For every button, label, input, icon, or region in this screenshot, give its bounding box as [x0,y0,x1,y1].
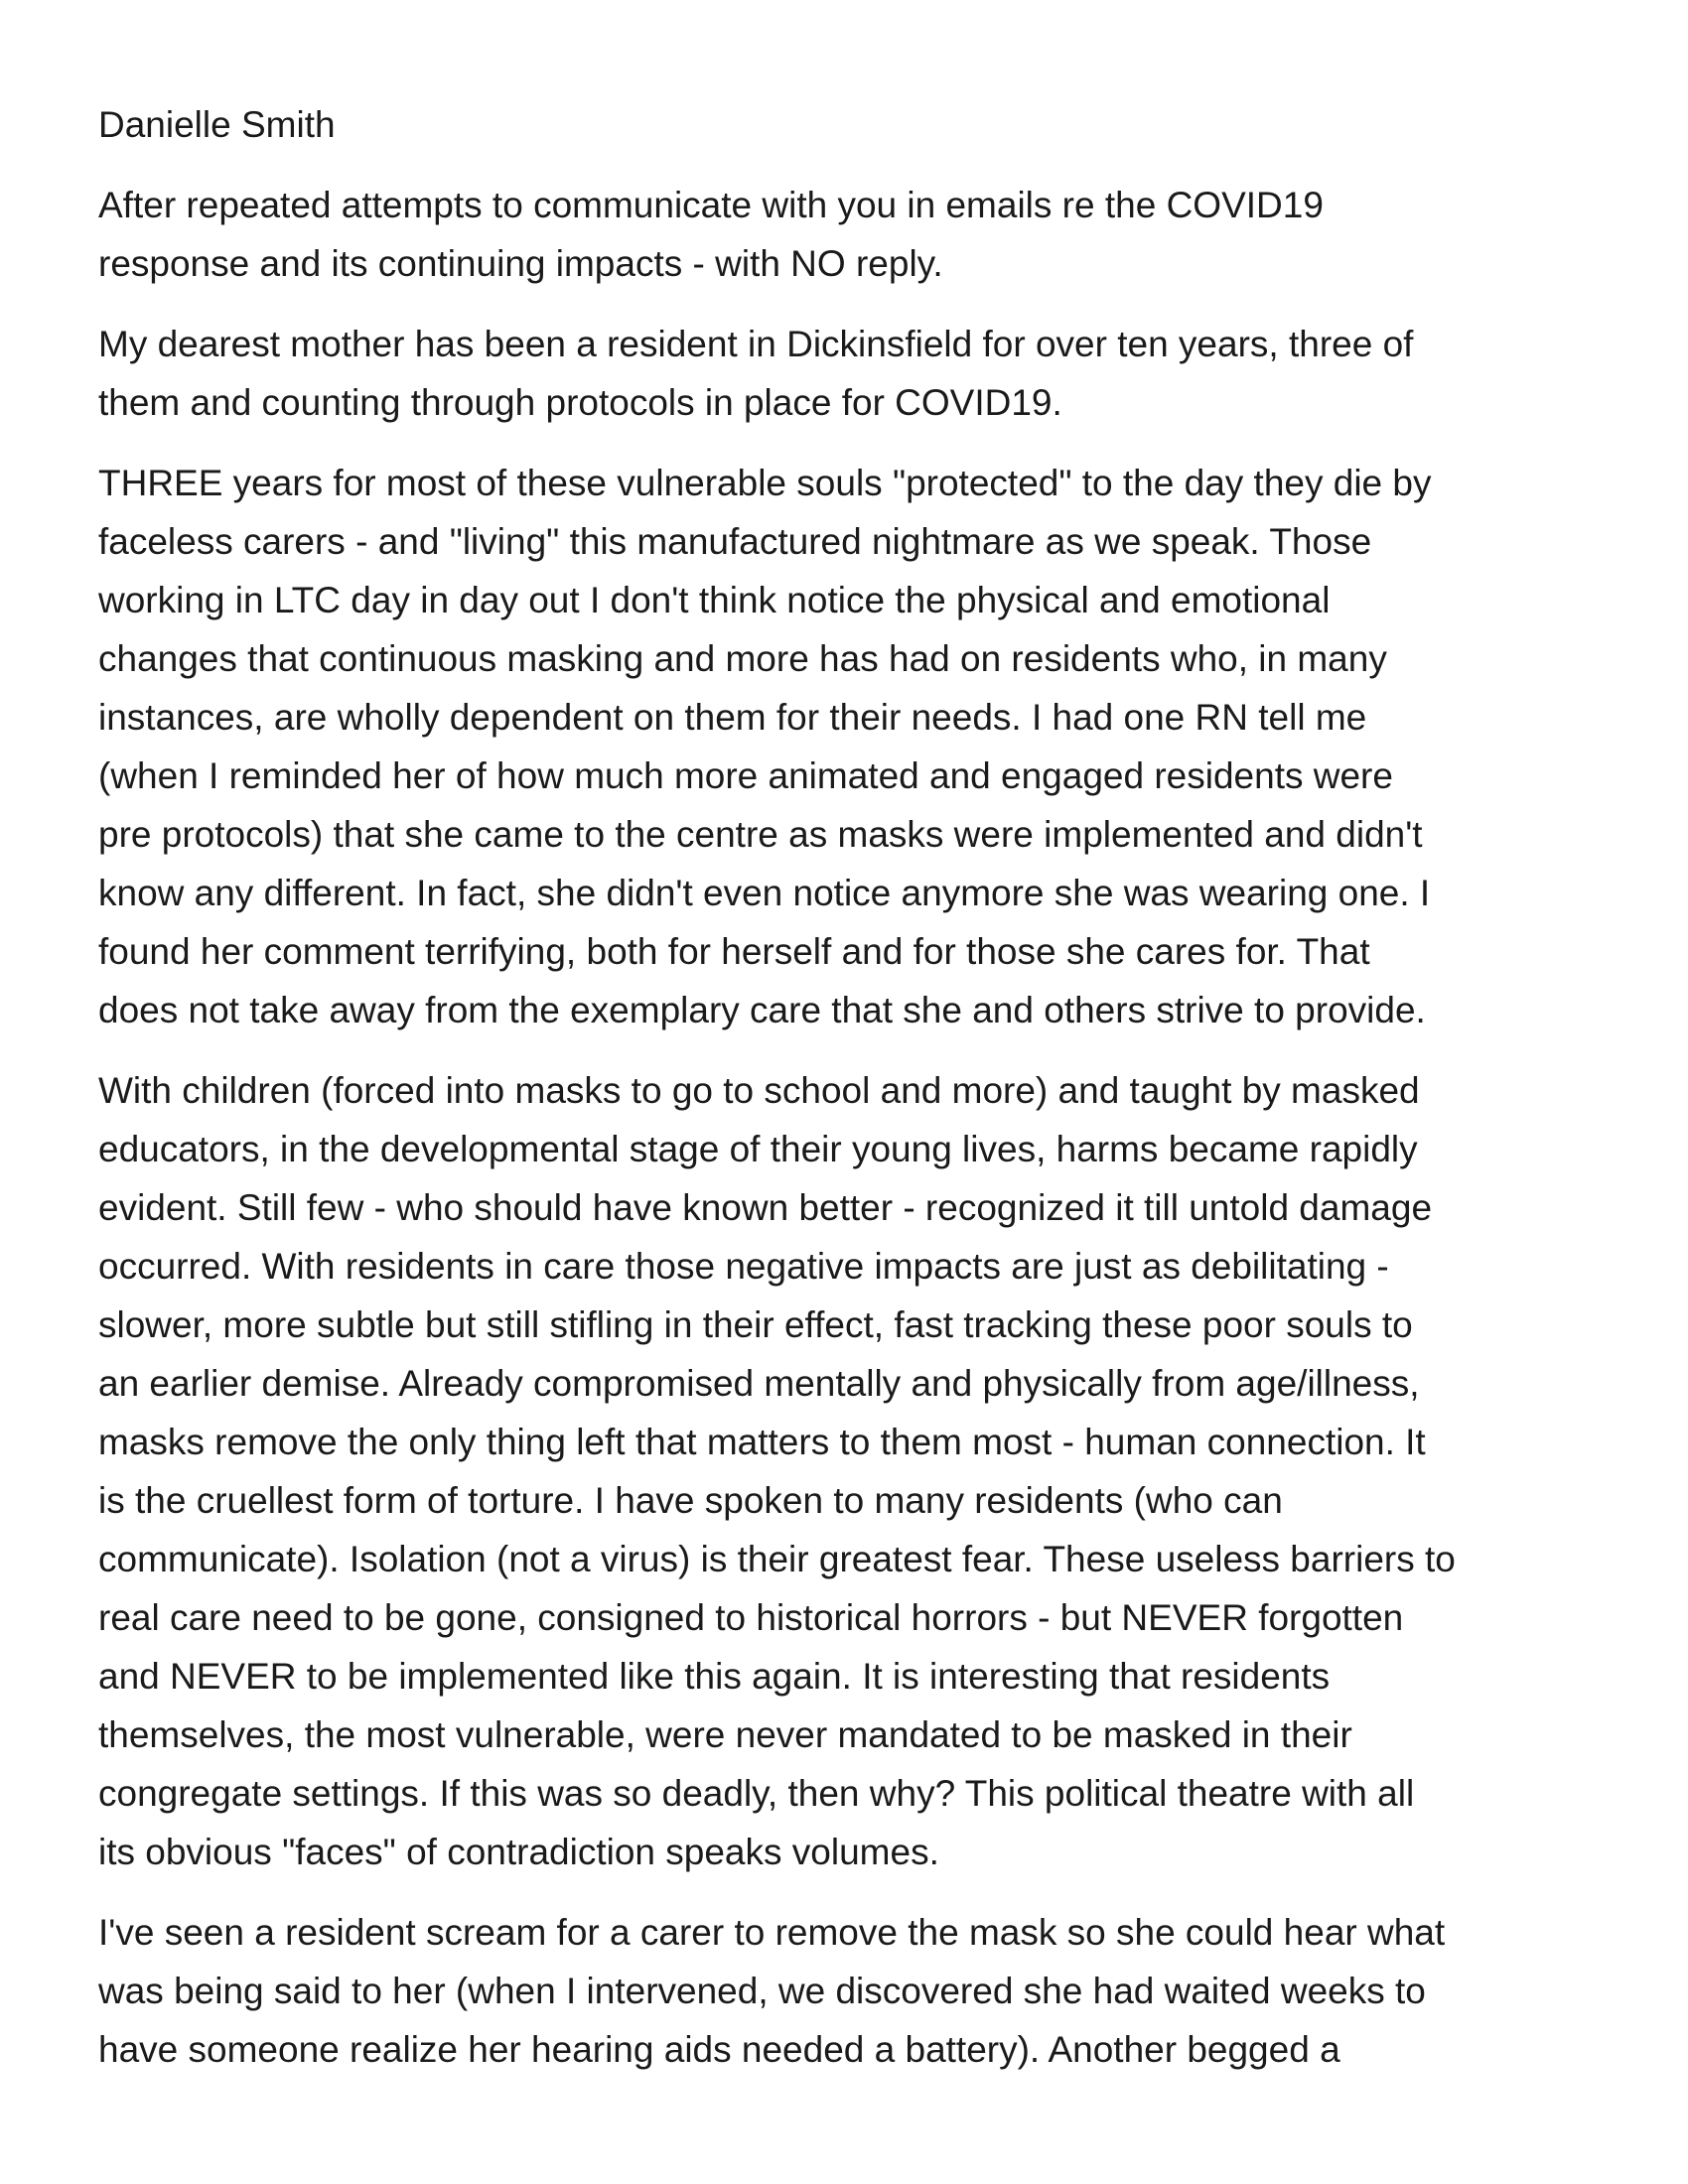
paragraph-line: My dearest mother has been a resident in Dickinsfield for over ten years, three of [98,324,1414,364]
paragraph-line: instances, are wholly dependent on them for their needs. I had one RN tell me [98,697,1367,738]
paragraph-line: slower, more subtle but still stifling in their effect, fast tracking these poor souls to [98,1304,1413,1345]
paragraph-line: and NEVER to be implemented like this again. It is interesting that residents [98,1656,1331,1697]
paragraph-line: masks remove the only thing left that matters to them most - human connection. It [98,1422,1426,1462]
paragraph-line: occurred. With residents in care those negative impacts are just as debilitating - [98,1246,1389,1287]
paragraph-line: I've seen a resident scream for a carer to remove the mask so she could hear what [98,1912,1446,1953]
recipient-line: Danielle Smith [98,104,336,145]
paragraph-line: pre protocols) that she came to the centre as masks were implemented and didn't [98,814,1423,855]
paragraph-line: evident. Still few - who should have known better - recognized it till untold damage [98,1187,1433,1228]
paragraph-line: is the cruellest form of torture. I have spoken to many residents (who can [98,1480,1283,1521]
paragraph-line: faceless carers - and "living" this manufactured nightmare as we speak. Those [98,521,1372,562]
paragraph-line: real care need to be gone, consigned to historical horrors - but NEVER forgotten [98,1597,1404,1638]
paragraph-line: With children (forced into masks to go to school and more) and taught by masked [98,1070,1420,1111]
recipient-name [98,95,1608,154]
paragraph-line: changes that continuous masking and more has had on residents who, in many [98,638,1387,679]
paragraph-line: found her comment terrifying, both for herself and for those she cares for. That [98,931,1370,972]
paragraph-3 [98,454,1608,1039]
paragraph-line: themselves, the most vulnerable, were never mandated to be masked in their [98,1714,1352,1755]
paragraph-line: does not take away from the exemplary care that she and others strive to provide. [98,990,1426,1030]
paragraph-5 [98,1903,1608,2079]
paragraph-1 [98,176,1608,293]
paragraph-4 [98,1061,1608,1881]
paragraph-line: (when I reminded her of how much more animated and engaged residents were [98,755,1393,796]
paragraph-line: know any different. In fact, she didn't even notice anymore she was wearing one. I [98,873,1431,913]
paragraph-line: After repeated attempts to communicate with you in emails re the COVID19 [98,185,1324,225]
paragraph-line: working in LTC day in day out I don't think notice the physical and emotional [98,580,1331,620]
paragraph-line: THREE years for most of these vulnerable souls "protected" to the day they die by [98,463,1432,503]
paragraph-line: its obvious "faces" of contradiction speaks volumes. [98,1832,939,1872]
paragraph-line: educators, in the developmental stage of their young lives, harms became rapidly [98,1129,1418,1169]
paragraph-line: have someone realize her hearing aids needed a battery). Another begged a [98,2029,1340,2070]
paragraph-line: was being said to her (when I intervened, we discovered she had waited weeks to [98,1971,1426,2011]
letter-page [98,95,1608,2101]
paragraph-line: them and counting through protocols in place for COVID19. [98,382,1062,423]
paragraph-line: response and its continuing impacts - with NO reply. [98,243,943,284]
paragraph-2 [98,315,1608,432]
paragraph-line: congregate settings. If this was so deadly, then why? This political theatre with all [98,1773,1415,1814]
paragraph-line: an earlier demise. Already compromised mentally and physically from age/illness, [98,1363,1420,1404]
paragraph-line: communicate). Isolation (not a virus) is their greatest fear. These useless barriers to [98,1539,1456,1579]
